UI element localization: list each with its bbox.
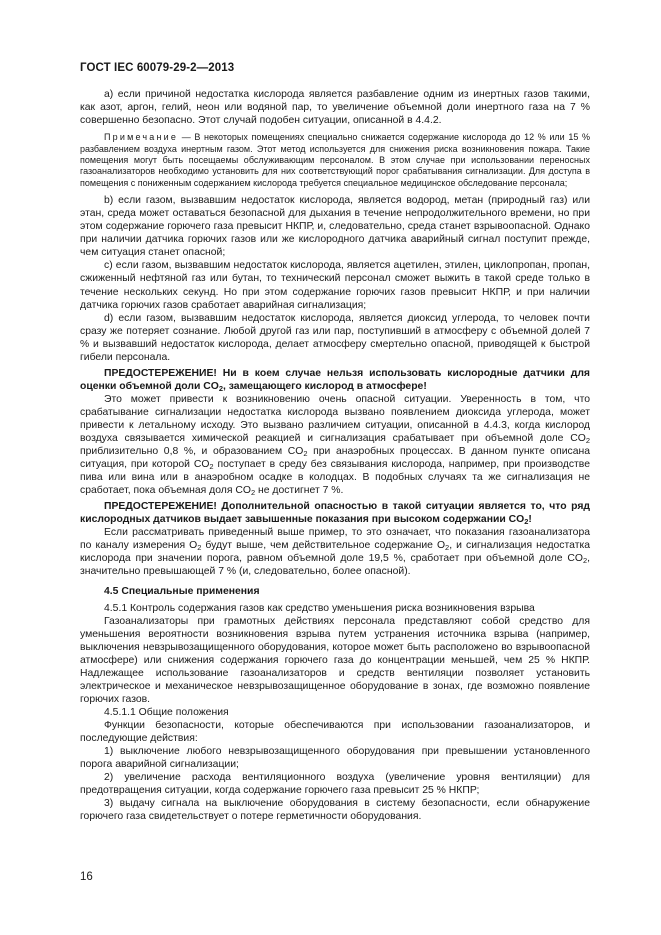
subscript: 2: [582, 556, 588, 566]
paragraph-d: d) если газом, вызвавшим недостаток кислорода, является диоксид углерода, то человек почти сразу же потеряет сознание. Любой другой газ или пар, поступивший в атмосферу с объемной долей 7 % и вызвавший недостаток кислорода, делает атмосферу смертельно опасной, приводящей к быстрой гибели персонала.: [80, 312, 590, 363]
section-heading-4-5: 4.5 Специальные применения: [104, 585, 260, 597]
paragraph-e-part1: Это может привести к возникновению очень опасной ситуации. Уверенность в том, что срабатывание сигнализации недостатка кислорода вызвано появлением диоксида углерода, может привести к летальному исходу. Это вызвано различием ситуации, описанной в 4.4.3, когда кислород воздуха связывается химической реакцией и сигнализация срабатывает при объемной доле CO: [80, 393, 590, 445]
paragraph-e: [80, 393, 590, 497]
warning-2: [80, 500, 590, 526]
list-item-2: 2) увеличение расхода вентиляционного воздуха (увеличение уровня вентиляции) для предотвращения ситуации, когда содержание горючего газа превысит 25 % НКПР;: [80, 772, 590, 797]
subsection-4-5-1: 4.5.1 Контроль содержания газов как средство уменьшения риска возникновения взрыва: [104, 602, 535, 614]
warning-1: [80, 367, 590, 393]
warning-2-text-a: ПРЕДОСТЕРЕЖЕНИЕ! Дополнительной опасностью в такой ситуации является то, что ряд кислородных датчиков выдает завышенные показания при высоком содержании CO: [80, 501, 590, 526]
subscript: 2: [250, 488, 256, 498]
paragraph-e-part2: приблизительно 0,8 %, и образованием CO: [80, 446, 304, 458]
note-text: — В некоторых помещениях специально снижается содержание кислорода до 12 % или 15 % разбавлением воздуха инертным газом. Этот метод используется для снижения риска возникновения пожара. Такие помещения могут быть посещаемы обслуживающим персоналом. В этом случае при использовании переносных газоанализаторов необходимо установить для них соответствующий порог срабатывания сигнализации. Для доступа в помещения с пониженным содержанием кислорода требуется специальное медицинское обследование персонала;: [80, 132, 590, 188]
document-body: [80, 88, 590, 823]
subscript: 2: [524, 517, 529, 527]
page-number: 16: [80, 871, 93, 883]
subscript: 2: [303, 448, 308, 458]
subscript: 2: [197, 543, 202, 553]
warning-1-text-b: , замещающего кислород в атмосфере!: [223, 380, 427, 392]
document-header: ГОСТ IEC 60079-29-2—2013: [80, 62, 235, 74]
paragraph-f-part1: Если рассматривать приведенный выше пример, то это означает, что показания газоанализатора по каналу измерения O: [80, 527, 590, 552]
paragraph-f-part4: , значительно превышающей 7 % (и, следовательно, более опасной).: [80, 553, 590, 578]
list-item-1: 1) выключение любого невзрывозащищенного оборудования при превышении установленного порога аварийной сигнализации;: [80, 746, 590, 771]
paragraph-e-part3: при анаэробных процессах. В данном пункте описана ситуация, при которой CO: [80, 446, 590, 471]
subscript: 2: [209, 461, 214, 471]
paragraph-f: [80, 526, 590, 578]
list-item-3: 3) выдачу сигнала на выключение оборудования в систему безопасности, если обнаружение горючего газа свидетельствует о потере герметичности оборудования.: [80, 798, 590, 823]
warning-1-text-a: ПРЕДОСТЕРЕЖЕНИЕ! Ни в коем случае нельзя использовать кислородные датчики для оценки объемной доли CO: [80, 367, 590, 392]
paragraph-e-part5: не достигнет 7 %.: [255, 485, 344, 497]
paragraph-f-part2: будут выше, чем действительное содержание O: [201, 540, 446, 552]
warning-2-text-b: !: [528, 514, 532, 526]
note-paragraph: [80, 132, 590, 189]
paragraph-h: Функции безопасности, которые обеспечиваются при использовании газоанализаторов, и последующие действия:: [80, 720, 590, 745]
paragraph-a: а) если причиной недостатка кислорода является разбавление одним из инертных газов такими, как азот, аргон, гелий, неон или водяной пар, то увеличение объемной доли инертного газа на 7 % совершенно безопасно. Этот случай подобен ситуации, описанной в 4.4.2.: [80, 89, 590, 127]
paragraph-b: b) если газом, вызвавшим недостаток кислорода, является водород, метан (природный газ) или этан, среда может оставаться безопасной для дыхания в течение непродолжительного времени, но при этом содержание горючего газа превысит НКПР, и, следовательно, среда станет взрывоопасной. Однако при наличии датчика горючих газов или же кислородного датчика аварийный сигнал поступит прежде, чем ситуация станет опасной;: [80, 195, 590, 259]
paragraph-g: Газоанализаторы при грамотных действиях персонала представляют собой средство для уменьшения вероятности возникновения взрыва путем устранения источника взрыва (например, выключения невзрывозащищенного оборудования, которое может быть расположено во взрывоопасной атмосфере) или снижения содержания горючего газа до концентрации меньшей, чем 25 % НКПР. Надлежащее использование газоанализаторов и средств вентиляции позволяет установить электрическое и механическое невзрывозащищенное оборудование в зонах, где возможно появление горючих газов.: [80, 615, 590, 705]
subscript: 2: [445, 543, 450, 553]
warning-1-sub: 2: [218, 383, 223, 393]
paragraph-e-part4: поступает в среду без связывания кислорода, например, при производстве пива или вина или в анаэробном осадке в колодцах. В подобных случаях та же сигнализация не сработает, пока объемная доля CO: [80, 459, 590, 497]
subsection-4-5-1-1: 4.5.1.1 Общие положения: [104, 706, 229, 718]
paragraph-f-part3: , и сигнализация недостатка кислорода при значении порога, равном объемной доле 19,5 %, сработает при объемной доле CO: [80, 540, 591, 565]
subscript: 2: [585, 435, 590, 445]
note-label: Примечание: [104, 132, 179, 143]
paragraph-c: c) если газом, вызвавшим недостаток кислорода, является ацетилен, этилен, циклопропан, пропан, сжиженный нефтяной газ или бутан, то технический персонал сможет выжить в такой среде только в течение нескольких секунд. Но при этом содержание горючих газов превысит НКПР, и при наличии датчика горючих газов сработает аварийная сигнализация;: [80, 260, 590, 311]
